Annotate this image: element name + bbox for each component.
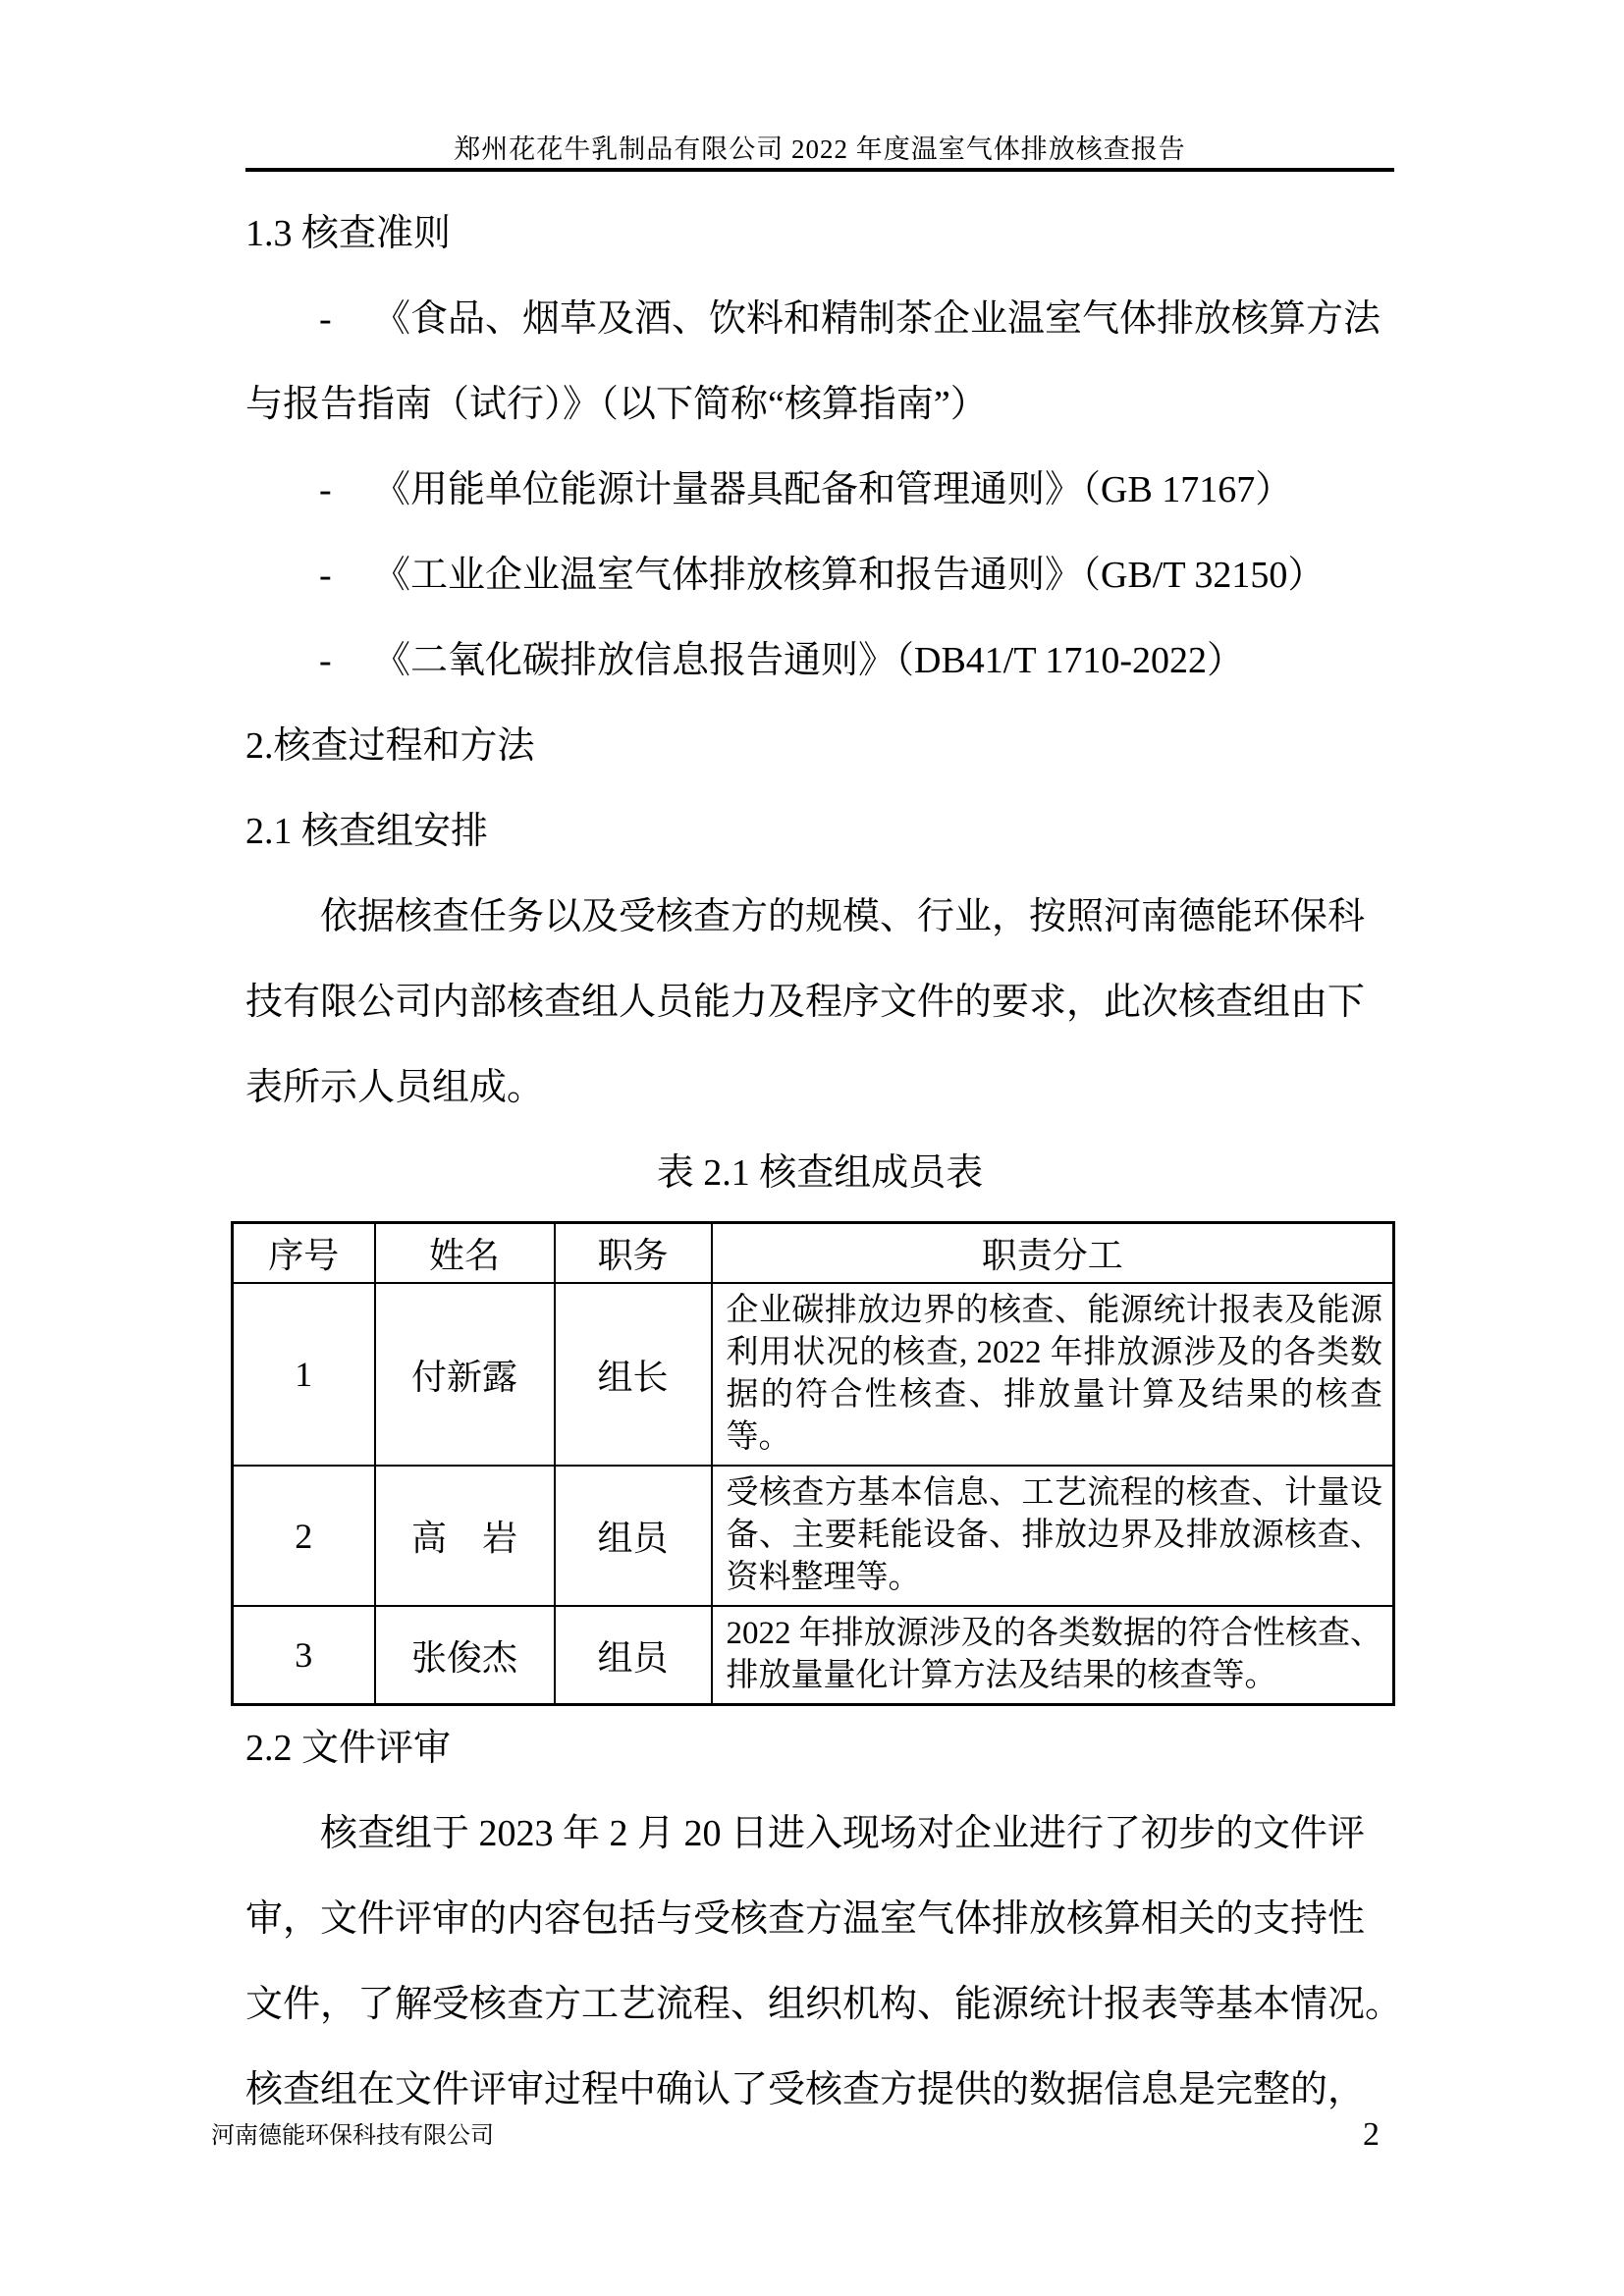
row-2-duty: 受核查方基本信息、工艺流程的核查、计量设备、主要耗能设备、排放边界及排放源核查、资料整理等。	[712, 1466, 1394, 1606]
row-3-role: 组员	[555, 1606, 712, 1705]
row-3-name: 张俊杰	[375, 1606, 555, 1705]
table-caption: 表 2.1 核查组成员表	[656, 1152, 984, 1194]
table-row	[233, 1466, 1394, 1606]
reference-1-continuation: 与报告指南（试行）》（以下简称“核算指南”）	[245, 384, 988, 425]
reference-4-text: 《二氧化碳排放信息报告通则》（DB41/T 1710-2022）	[373, 640, 1245, 681]
row-1-duty: 企业碳排放边界的核查、能源统计报表及能源利用状况的核查, 2022 年排放源涉及的各类数据的符合性核查、排放量计算及结果的核查等。	[712, 1283, 1394, 1466]
bullet-dash: -	[319, 555, 332, 596]
paragraph-2-2-line-3: 文件，了解受核查方工艺流程、组织机构、能源统计报表等基本情况。	[245, 1984, 1403, 2025]
row-3-duty: 2022 年排放源涉及的各类数据的符合性核查、排放量量化计算方法及结果的核查等。	[712, 1606, 1394, 1705]
row-1-no: 1	[233, 1283, 375, 1466]
header-rule	[245, 168, 1394, 172]
footer-page-number: 2	[1363, 2116, 1380, 2153]
reference-item-3	[245, 533, 1394, 618]
reference-1-text: 《食品、烟草及酒、饮料和精制茶企业温室气体排放核算方法	[373, 298, 1381, 340]
paragraph-2-1-line-3: 表所示人员组成。	[245, 1067, 545, 1108]
row-2-name: 高 岩	[375, 1466, 555, 1606]
document-body	[245, 191, 1403, 2133]
row-3-no: 3	[233, 1606, 375, 1705]
paragraph-2-2-line-4: 核查组在文件评审过程中确认了受核查方提供的数据信息是完整的，	[245, 2069, 1366, 2110]
col-header-name: 姓名	[375, 1223, 555, 1284]
section-heading-1-3: 1.3 核查准则	[245, 213, 452, 254]
col-header-no: 序号	[233, 1223, 375, 1284]
paragraph-2-2-line-2: 审，文件评审的内容包括与受核查方温室气体排放核算相关的支持性	[245, 1898, 1366, 1940]
row-2-no: 2	[233, 1466, 375, 1606]
page-header	[245, 0, 1394, 172]
footer-company: 河南德能环保科技有限公司	[211, 2123, 494, 2149]
row-2-role: 组员	[555, 1466, 712, 1606]
reference-2-text: 《用能单位能源计量器具配备和管理通则》（GB 17167）	[373, 469, 1293, 510]
bullet-dash: -	[319, 469, 332, 510]
reference-item-1	[245, 277, 1394, 362]
paragraph-2-2-line-1: 核查组于 2023 年 2 月 20 日进入现场对企业进行了初步的文件评	[320, 1813, 1366, 1854]
col-header-duty: 职责分工	[712, 1223, 1394, 1284]
section-heading-2: 2.核查过程和方法	[245, 725, 535, 767]
row-1-name: 付新露	[375, 1283, 555, 1466]
section-heading-2-2: 2.2 文件评审	[245, 1728, 452, 1769]
table-row	[233, 1283, 1394, 1466]
table-header-row	[233, 1223, 1394, 1284]
reference-3-text: 《工业企业温室气体排放核算和报告通则》（GB/T 32150）	[373, 555, 1326, 596]
header-title: 郑州花花牛乳制品有限公司 2022 年度温室气体排放核查报告	[454, 134, 1186, 164]
section-heading-2-1: 2.1 核查组安排	[245, 811, 489, 852]
bullet-dash: -	[319, 298, 332, 340]
reference-item-4	[245, 618, 1394, 704]
reference-item-2	[245, 448, 1394, 533]
bullet-dash: -	[319, 640, 332, 681]
row-1-role: 组长	[555, 1283, 712, 1466]
verification-team-table	[231, 1221, 1395, 1706]
col-header-role: 职务	[555, 1223, 712, 1284]
paragraph-2-1-line-2: 技有限公司内部核查组人员能力及程序文件的要求，此次核查组由下	[245, 982, 1366, 1023]
paragraph-2-1-line-1: 依据核查任务以及受核查方的规模、行业，按照河南德能环保科	[320, 896, 1366, 937]
table-row	[233, 1606, 1394, 1705]
